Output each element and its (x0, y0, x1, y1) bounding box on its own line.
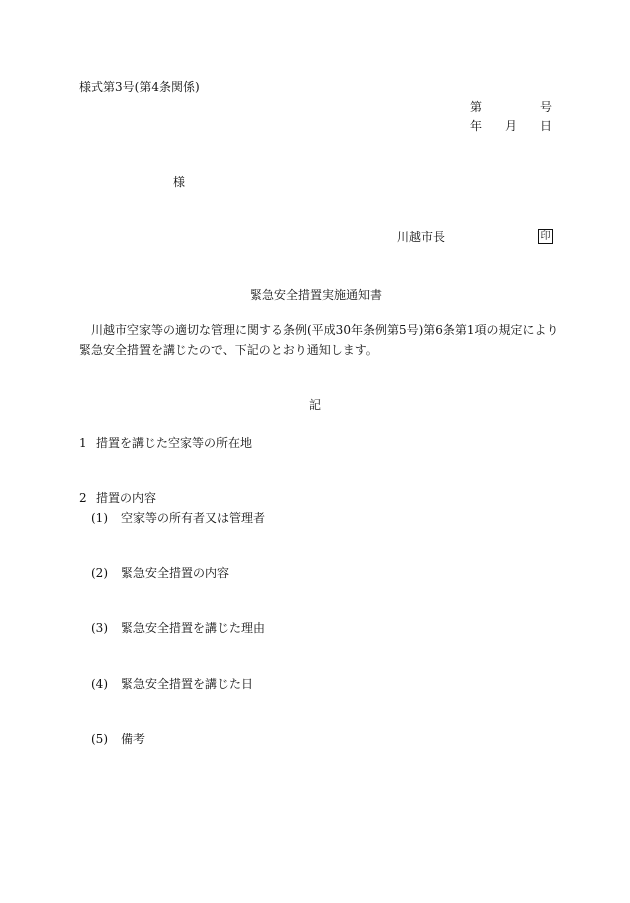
subitem-number: (1) (91, 511, 108, 525)
form-label: 様式第3号(第4条関係) (79, 80, 200, 94)
item-1 (79, 436, 252, 450)
subitem-4 (91, 677, 253, 691)
date-month: 月 (505, 119, 518, 133)
addressee-suffix: 様 (173, 175, 186, 189)
doc-number-prefix: 第 (470, 100, 483, 114)
doc-number-suffix: 号 (540, 100, 553, 114)
subitem-label: 緊急安全措置を講じた日 (121, 677, 254, 691)
subitem-3 (91, 621, 265, 635)
body-text-line-1: 川越市空家等の適切な管理に関する条例(平成30年条例第5号)第6条第1項の規定により (91, 323, 559, 337)
sender-name: 川越市長 (397, 230, 446, 244)
subitem-number: (5) (91, 732, 108, 746)
subitem-label: 緊急安全措置の内容 (121, 566, 230, 580)
item-number: 2 (79, 491, 87, 505)
ki-heading: 記 (309, 398, 322, 412)
subitem-number: (3) (91, 621, 108, 635)
subitem-number: (4) (91, 677, 108, 691)
subitem-2 (91, 566, 229, 580)
item-number: 1 (79, 436, 87, 450)
subitem-label: 緊急安全措置を講じた理由 (121, 621, 266, 635)
body-text-line-2: 緊急安全措置を講じたので、下記のとおり通知します。 (79, 343, 378, 357)
subitem-label: 空家等の所有者又は管理者 (121, 511, 266, 525)
subitem-label: 備考 (121, 732, 146, 746)
subitem-1 (91, 511, 265, 525)
date-year: 年 (470, 119, 483, 133)
subitem-5 (91, 732, 145, 746)
item-label: 措置を講じた空家等の所在地 (96, 436, 253, 450)
subitem-number: (2) (91, 566, 108, 580)
item-label: 措置の内容 (96, 491, 157, 505)
item-2 (79, 491, 156, 505)
document-title: 緊急安全措置実施通知書 (250, 288, 383, 302)
date-day: 日 (540, 119, 553, 133)
seal-mark: 印 (538, 229, 553, 244)
